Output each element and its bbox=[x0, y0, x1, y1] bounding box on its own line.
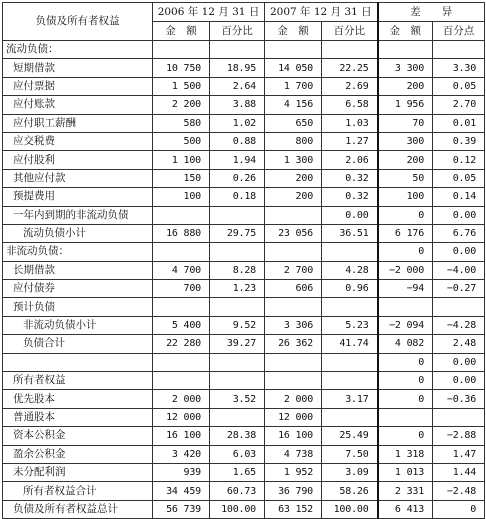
cell-amount-2006: 5 400 bbox=[153, 316, 210, 334]
row-label: 流动负债： bbox=[3, 41, 153, 59]
cell-amount-2007: 14 050 bbox=[265, 59, 322, 77]
header-amount-diff: 金 额 bbox=[378, 22, 433, 41]
cell-pct-2006 bbox=[210, 353, 265, 371]
cell-pct-point-diff: −2.88 bbox=[433, 427, 485, 445]
cell-amount-2006: 939 bbox=[153, 463, 210, 481]
cell-amount-2007: 650 bbox=[265, 114, 322, 132]
cell-pct-2007: 5.23 bbox=[322, 316, 378, 334]
cell-amount-2006: 10 750 bbox=[153, 59, 210, 77]
cell-amount-2006: 22 280 bbox=[153, 335, 210, 353]
cell-amount-2007: 200 bbox=[265, 188, 322, 206]
table-row bbox=[3, 298, 485, 316]
cell-amount-diff: 200 bbox=[378, 77, 433, 95]
cell-amount-2007: 1 300 bbox=[265, 151, 322, 169]
cell-amount-2006: 1 500 bbox=[153, 77, 210, 95]
cell-pct-point-diff bbox=[433, 408, 485, 426]
cell-pct-2006 bbox=[210, 408, 265, 426]
row-label: 资本公积金 bbox=[3, 427, 153, 445]
cell-amount-2006: 700 bbox=[153, 280, 210, 298]
cell-pct-2007 bbox=[322, 408, 378, 426]
cell-pct-point-diff: −2.48 bbox=[433, 482, 485, 500]
table-row bbox=[3, 482, 485, 500]
cell-amount-diff: 0 bbox=[378, 390, 433, 408]
table-row bbox=[3, 169, 485, 187]
cell-pct-2006 bbox=[210, 372, 265, 390]
cell-amount-2007: 4 156 bbox=[265, 96, 322, 114]
table-row bbox=[3, 427, 485, 445]
row-label: 应付职工薪酬 bbox=[3, 114, 153, 132]
table-row bbox=[3, 114, 485, 132]
row-label: 盈余公积金 bbox=[3, 445, 153, 463]
cell-pct-point-diff: −4.28 bbox=[433, 316, 485, 334]
row-label: 非流动负债小计 bbox=[3, 316, 153, 334]
table-row bbox=[3, 206, 485, 224]
cell-amount-2006: 580 bbox=[153, 114, 210, 132]
row-label: 应交税费 bbox=[3, 132, 153, 150]
cell-amount-diff: 0 bbox=[378, 427, 433, 445]
cell-pct-point-diff: 1.44 bbox=[433, 463, 485, 481]
cell-pct-2007: 100.00 bbox=[322, 500, 378, 518]
cell-pct-point-diff: 0.01 bbox=[433, 114, 485, 132]
cell-pct-2006: 100.00 bbox=[210, 500, 265, 518]
cell-pct-2006 bbox=[210, 298, 265, 316]
cell-amount-2007: 23 056 bbox=[265, 224, 322, 242]
header-pct-point-diff: 百分点 bbox=[433, 22, 485, 41]
cell-amount-2007: 1 700 bbox=[265, 77, 322, 95]
table-row bbox=[3, 96, 485, 114]
cell-pct-2007: 0.32 bbox=[322, 169, 378, 187]
cell-amount-diff bbox=[378, 41, 433, 59]
cell-pct-2006 bbox=[210, 41, 265, 59]
cell-pct-point-diff: 0.39 bbox=[433, 132, 485, 150]
header-amount-2006: 金 额 bbox=[153, 22, 210, 41]
cell-pct-2007: 0.96 bbox=[322, 280, 378, 298]
cell-pct-2006 bbox=[210, 243, 265, 261]
cell-amount-2006: 12 000 bbox=[153, 408, 210, 426]
cell-pct-2007: 1.03 bbox=[322, 114, 378, 132]
cell-amount-2007 bbox=[265, 372, 322, 390]
header-difference: 差 异 bbox=[378, 3, 485, 22]
cell-amount-2007: 26 362 bbox=[265, 335, 322, 353]
cell-amount-diff: 1 956 bbox=[378, 96, 433, 114]
cell-amount-diff: 100 bbox=[378, 188, 433, 206]
table-row bbox=[3, 243, 485, 261]
cell-pct-2007: 36.51 bbox=[322, 224, 378, 242]
cell-amount-2007 bbox=[265, 298, 322, 316]
cell-pct-2006: 9.52 bbox=[210, 316, 265, 334]
cell-pct-2007: 3.09 bbox=[322, 463, 378, 481]
cell-amount-2007: 36 790 bbox=[265, 482, 322, 500]
cell-pct-2007: 1.27 bbox=[322, 132, 378, 150]
cell-pct-point-diff: 2.70 bbox=[433, 96, 485, 114]
row-label: 应付票据 bbox=[3, 77, 153, 95]
row-label: 应付账款 bbox=[3, 96, 153, 114]
table-row bbox=[3, 316, 485, 334]
cell-amount-diff: 0 bbox=[378, 206, 433, 224]
cell-amount-2006: 2 000 bbox=[153, 390, 210, 408]
cell-amount-diff bbox=[378, 408, 433, 426]
cell-amount-2006: 56 739 bbox=[153, 500, 210, 518]
cell-pct-2007 bbox=[322, 243, 378, 261]
cell-pct-2007: 0.32 bbox=[322, 188, 378, 206]
cell-pct-2006: 1.02 bbox=[210, 114, 265, 132]
header-pct-2007: 百分比 bbox=[322, 22, 378, 41]
table-row bbox=[3, 280, 485, 298]
row-label bbox=[3, 353, 153, 371]
cell-pct-2007 bbox=[322, 372, 378, 390]
cell-pct-point-diff: 0.00 bbox=[433, 206, 485, 224]
cell-pct-point-diff bbox=[433, 298, 485, 316]
table-body bbox=[3, 3, 485, 519]
header-item: 负债及所有者权益 bbox=[3, 3, 153, 41]
cell-pct-2007: 4.28 bbox=[322, 261, 378, 279]
cell-amount-2007: 2 000 bbox=[265, 390, 322, 408]
cell-amount-2007: 800 bbox=[265, 132, 322, 150]
cell-pct-2006: 39.27 bbox=[210, 335, 265, 353]
row-label: 非流动负债： bbox=[3, 243, 153, 261]
table-row bbox=[3, 188, 485, 206]
cell-pct-point-diff: 0.05 bbox=[433, 77, 485, 95]
cell-pct-2007: 58.26 bbox=[322, 482, 378, 500]
row-label: 应付股利 bbox=[3, 151, 153, 169]
cell-pct-point-diff: 2.48 bbox=[433, 335, 485, 353]
cell-amount-2007: 200 bbox=[265, 169, 322, 187]
cell-pct-2007 bbox=[322, 41, 378, 59]
header-row-periods bbox=[3, 3, 485, 22]
table-row bbox=[3, 353, 485, 371]
cell-amount-2007: 63 152 bbox=[265, 500, 322, 518]
cell-pct-point-diff: 0.00 bbox=[433, 243, 485, 261]
cell-amount-diff: 0 bbox=[378, 372, 433, 390]
cell-pct-point-diff: 0 bbox=[433, 500, 485, 518]
table-row bbox=[3, 77, 485, 95]
header-pct-2006: 百分比 bbox=[210, 22, 265, 41]
cell-amount-diff: 0 bbox=[378, 353, 433, 371]
cell-amount-2006: 4 700 bbox=[153, 261, 210, 279]
cell-pct-2006: 18.95 bbox=[210, 59, 265, 77]
liabilities-equity-table bbox=[2, 2, 485, 519]
cell-pct-2006: 28.38 bbox=[210, 427, 265, 445]
cell-pct-2006 bbox=[210, 206, 265, 224]
cell-amount-2006: 16 100 bbox=[153, 427, 210, 445]
row-label: 其他应付款 bbox=[3, 169, 153, 187]
cell-amount-diff: 1 318 bbox=[378, 445, 433, 463]
cell-pct-point-diff: 0.00 bbox=[433, 353, 485, 371]
cell-pct-2007: 3.17 bbox=[322, 390, 378, 408]
row-label: 优先股本 bbox=[3, 390, 153, 408]
cell-amount-2007: 4 738 bbox=[265, 445, 322, 463]
cell-amount-2006: 3 420 bbox=[153, 445, 210, 463]
cell-amount-2006: 34 459 bbox=[153, 482, 210, 500]
cell-amount-2007: 2 700 bbox=[265, 261, 322, 279]
cell-pct-2006: 1.23 bbox=[210, 280, 265, 298]
cell-pct-2007: 41.74 bbox=[322, 335, 378, 353]
cell-pct-2006: 2.64 bbox=[210, 77, 265, 95]
cell-pct-2006: 0.18 bbox=[210, 188, 265, 206]
cell-pct-2006: 29.75 bbox=[210, 224, 265, 242]
table-row bbox=[3, 151, 485, 169]
cell-pct-2007: 2.69 bbox=[322, 77, 378, 95]
cell-pct-2006: 0.26 bbox=[210, 169, 265, 187]
cell-amount-diff: 6 413 bbox=[378, 500, 433, 518]
cell-pct-2006: 1.94 bbox=[210, 151, 265, 169]
cell-pct-2007: 2.06 bbox=[322, 151, 378, 169]
cell-pct-point-diff: 0.12 bbox=[433, 151, 485, 169]
cell-pct-2007: 0.00 bbox=[322, 206, 378, 224]
cell-amount-diff: −94 bbox=[378, 280, 433, 298]
cell-amount-2006 bbox=[153, 41, 210, 59]
row-label: 流动负债小计 bbox=[3, 224, 153, 242]
cell-amount-2006: 1 100 bbox=[153, 151, 210, 169]
table-row bbox=[3, 390, 485, 408]
row-label: 长期借款 bbox=[3, 261, 153, 279]
row-label: 应付债券 bbox=[3, 280, 153, 298]
row-label: 未分配利润 bbox=[3, 463, 153, 481]
cell-pct-2006: 3.52 bbox=[210, 390, 265, 408]
cell-amount-2006 bbox=[153, 372, 210, 390]
cell-pct-2006: 0.88 bbox=[210, 132, 265, 150]
cell-amount-diff: 70 bbox=[378, 114, 433, 132]
cell-pct-2007: 25.49 bbox=[322, 427, 378, 445]
cell-amount-2006 bbox=[153, 243, 210, 261]
cell-pct-2006: 6.03 bbox=[210, 445, 265, 463]
cell-pct-point-diff: 0.00 bbox=[433, 372, 485, 390]
cell-amount-2006: 500 bbox=[153, 132, 210, 150]
cell-amount-2007 bbox=[265, 353, 322, 371]
table-row bbox=[3, 261, 485, 279]
cell-amount-diff: 300 bbox=[378, 132, 433, 150]
cell-amount-2007 bbox=[265, 243, 322, 261]
balance-sheet-document bbox=[2, 2, 484, 519]
row-label: 普通股本 bbox=[3, 408, 153, 426]
cell-pct-2007: 7.50 bbox=[322, 445, 378, 463]
cell-amount-diff bbox=[378, 298, 433, 316]
cell-pct-2006: 3.88 bbox=[210, 96, 265, 114]
cell-pct-2006: 1.65 bbox=[210, 463, 265, 481]
cell-amount-diff: 0 bbox=[378, 243, 433, 261]
cell-pct-2007: 22.25 bbox=[322, 59, 378, 77]
cell-amount-diff: 200 bbox=[378, 151, 433, 169]
row-label: 所有者权益合计 bbox=[3, 482, 153, 500]
cell-pct-point-diff: −0.27 bbox=[433, 280, 485, 298]
table-row bbox=[3, 372, 485, 390]
cell-pct-point-diff: 0.14 bbox=[433, 188, 485, 206]
cell-pct-2006: 60.73 bbox=[210, 482, 265, 500]
cell-pct-2007 bbox=[322, 298, 378, 316]
cell-amount-2007: 16 100 bbox=[265, 427, 322, 445]
table-row bbox=[3, 408, 485, 426]
row-label: 所有者权益 bbox=[3, 372, 153, 390]
cell-amount-2007 bbox=[265, 206, 322, 224]
cell-amount-2006 bbox=[153, 206, 210, 224]
header-period-2007: 2007 年 12 月 31 日 bbox=[265, 3, 378, 22]
cell-amount-2006: 2 200 bbox=[153, 96, 210, 114]
cell-pct-point-diff: 3.30 bbox=[433, 59, 485, 77]
table-row bbox=[3, 335, 485, 353]
cell-amount-diff: −2 094 bbox=[378, 316, 433, 334]
cell-pct-2007 bbox=[322, 353, 378, 371]
table-row bbox=[3, 224, 485, 242]
cell-amount-diff: 4 082 bbox=[378, 335, 433, 353]
cell-amount-diff: 3 300 bbox=[378, 59, 433, 77]
cell-amount-2007: 3 306 bbox=[265, 316, 322, 334]
cell-amount-2007 bbox=[265, 41, 322, 59]
row-label: 预计负债 bbox=[3, 298, 153, 316]
cell-amount-diff: 2 331 bbox=[378, 482, 433, 500]
row-label: 短期借款 bbox=[3, 59, 153, 77]
cell-amount-diff: −2 000 bbox=[378, 261, 433, 279]
table-row bbox=[3, 41, 485, 59]
row-label: 预提费用 bbox=[3, 188, 153, 206]
cell-amount-2007: 1 952 bbox=[265, 463, 322, 481]
row-label: 一年内到期的非流动负债 bbox=[3, 206, 153, 224]
table-row bbox=[3, 59, 485, 77]
table-row bbox=[3, 500, 485, 518]
cell-pct-point-diff: 1.47 bbox=[433, 445, 485, 463]
cell-amount-2006: 150 bbox=[153, 169, 210, 187]
cell-pct-point-diff: −4.00 bbox=[433, 261, 485, 279]
cell-pct-point-diff bbox=[433, 41, 485, 59]
header-amount-2007: 金 额 bbox=[265, 22, 322, 41]
table-row bbox=[3, 463, 485, 481]
cell-amount-diff: 1 013 bbox=[378, 463, 433, 481]
cell-amount-2007: 606 bbox=[265, 280, 322, 298]
cell-amount-2006: 16 880 bbox=[153, 224, 210, 242]
cell-pct-2006: 8.28 bbox=[210, 261, 265, 279]
cell-amount-2006 bbox=[153, 353, 210, 371]
cell-pct-point-diff: 6.76 bbox=[433, 224, 485, 242]
table-row bbox=[3, 445, 485, 463]
header-period-2006: 2006 年 12 月 31 日 bbox=[153, 3, 265, 22]
row-label: 负债合计 bbox=[3, 335, 153, 353]
table-row bbox=[3, 132, 485, 150]
cell-amount-2007: 12 000 bbox=[265, 408, 322, 426]
cell-pct-2007: 6.58 bbox=[322, 96, 378, 114]
cell-amount-diff: 50 bbox=[378, 169, 433, 187]
cell-amount-diff: 6 176 bbox=[378, 224, 433, 242]
cell-pct-point-diff: 0.05 bbox=[433, 169, 485, 187]
cell-amount-2006 bbox=[153, 298, 210, 316]
row-label: 负债及所有者权益总计 bbox=[3, 500, 153, 518]
cell-pct-point-diff: −0.36 bbox=[433, 390, 485, 408]
cell-amount-2006: 100 bbox=[153, 188, 210, 206]
